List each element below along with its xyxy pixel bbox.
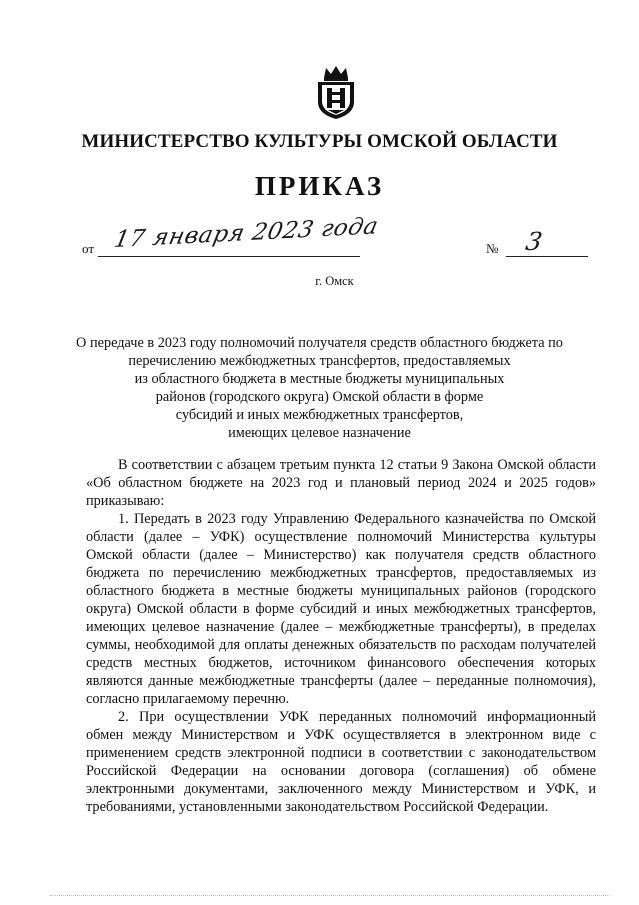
number-prefix: № [486, 241, 499, 256]
ministry-name: МИНИСТЕРСТВО КУЛЬТУРЫ ОМСКОЙ ОБЛАСТИ [81, 131, 558, 152]
subject-line: перечислению межбюджетных трансфертов, предоставляемых [128, 353, 511, 369]
omsk-coat-of-arms-icon [314, 64, 358, 120]
body-paragraph-item-1: 1. Передать в 2023 году Управлению Федерального казначейства по Омской области (далее – УФК) осуществление полномочий Министерства культуры Омской области (далее – Министерство) как получателя средств областного бюджета по перечислению межбюджетных трансфертов, предоставляемых из областного бюджета в местные бюджеты муниципальных районов (городского округа) Омской области в форме субсидий и иных межбюджетных трансфертов, имеющих целевое назначение (далее – межбюджетные трансферты), в пределах суммы, необходимой для оплаты денежных обязательств по расходам получателей средств местных бюджетов, источником финансового обеспечения которых являются данные межбюджетные трансферты (далее – переданные полномочия), согласно прилагаемому перечню. [86, 511, 596, 707]
date-underline [98, 256, 360, 257]
subject-line: районов (городского округа) Омской области в форме [155, 389, 484, 405]
body-paragraph-item-2: 2. При осуществлении УФК переданных полномочий информационный обмен между Министерством и УФК осуществляется в электронном виде с применением средств электронной подписи в соответствии с законодательством Российской Федерации на основании договора (соглашения) об обмене электронными документами, заключенного между Министерством и УФК, и требованиями, установленными законодательством Российской Федерации. [86, 709, 596, 815]
document-type-title: ПРИКАЗ [254, 171, 385, 201]
order-date-number-row [0, 213, 639, 263]
handwritten-date: 17 января 2023 года [112, 213, 381, 253]
page-bottom-edge [50, 895, 610, 896]
subject-line: из областного бюджета в местные бюджеты муниципальных [134, 371, 505, 387]
subject-line: имеющих целевое назначение [228, 425, 411, 441]
body-paragraph-preamble: В соответствии с абзацем третьим пункта 12 статьи 9 Закона Омской области «Об областном бюджете на 2023 год и плановый период 2024 и 2025 годов» приказываю: [86, 457, 596, 509]
subject-line: О передаче в 2023 году полномочий получателя средств областного бюджета по [76, 335, 563, 351]
handwritten-number: 3 [523, 227, 545, 256]
number-underline [506, 256, 588, 257]
date-prefix: от [82, 241, 95, 256]
subject-line: субсидий и иных межбюджетных трансфертов, [175, 407, 464, 423]
order-body [86, 456, 596, 816]
order-subject [0, 334, 639, 442]
city-name: г. Омск [315, 274, 354, 288]
